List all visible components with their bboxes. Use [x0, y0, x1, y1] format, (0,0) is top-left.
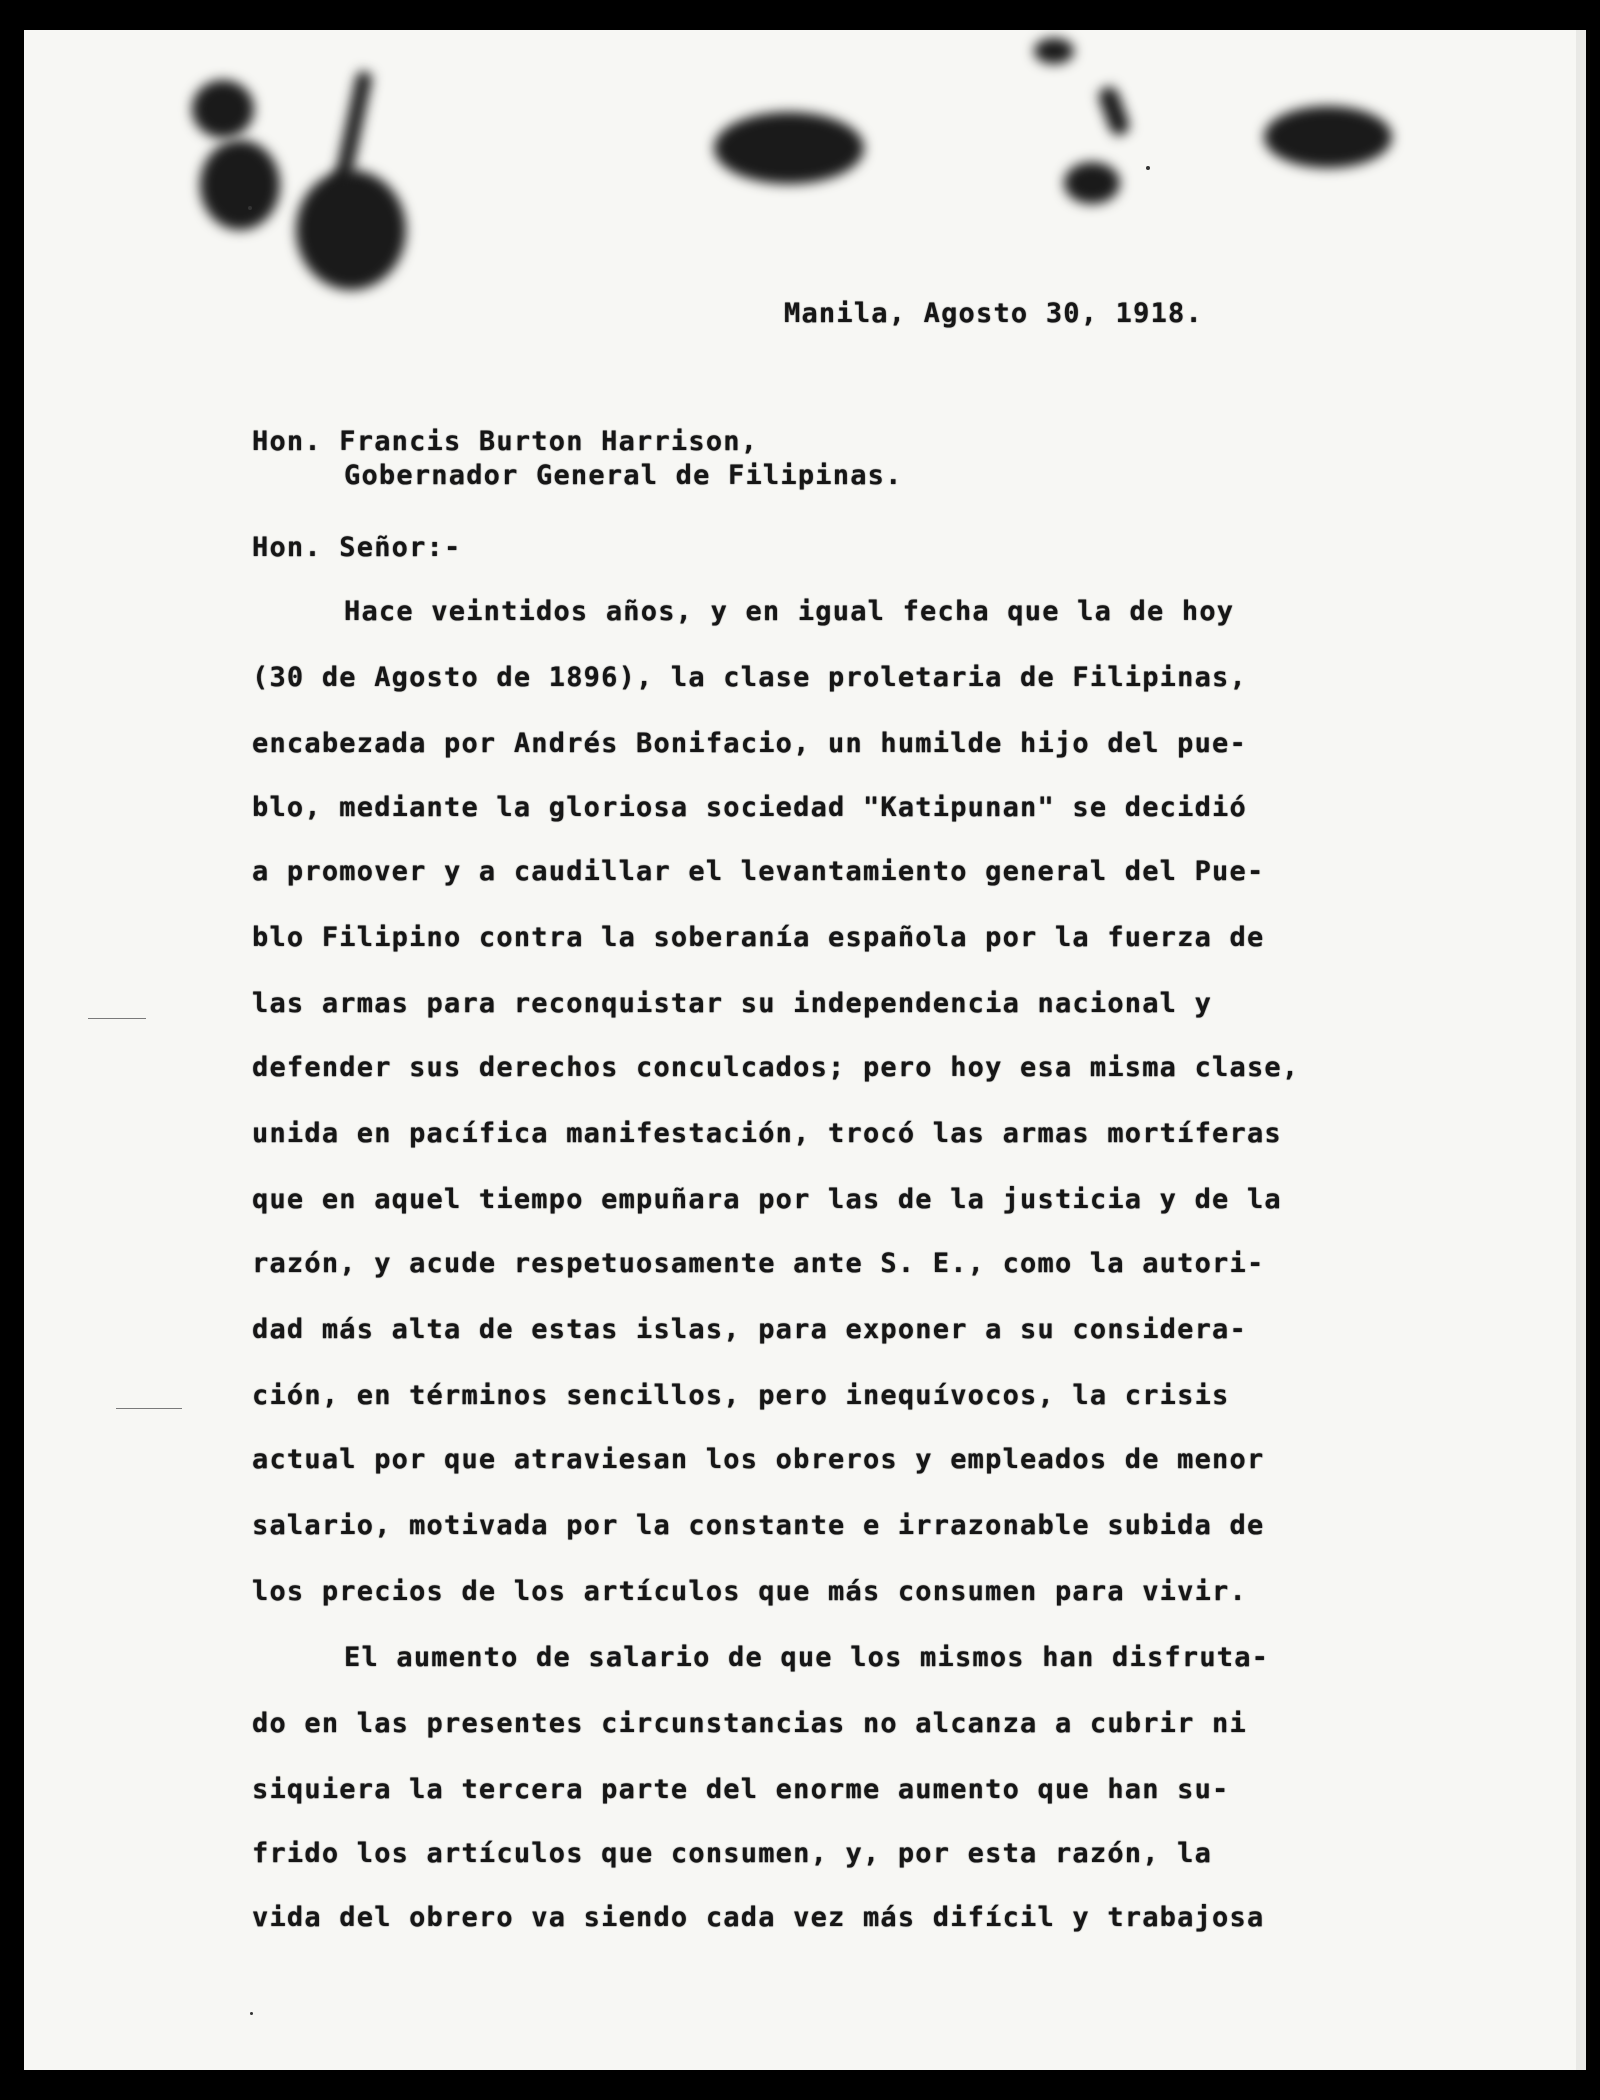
body-line: actual por que atraviesan los obreros y empleados de menor: [252, 1444, 1265, 1475]
page-edge: [1576, 30, 1586, 2070]
body-line: los precios de los artículos que más consumen para vivir.: [252, 1576, 1247, 1607]
body-line: frido los artículos que consumen, y, por esta razón, la: [252, 1838, 1213, 1869]
body-line: defender sus derechos conculcados; pero hoy esa misma clase,: [252, 1052, 1300, 1083]
letter-page: [24, 30, 1576, 2070]
addressee-name: Hon. Francis Burton Harrison,: [252, 426, 759, 457]
body-line: (30 de Agosto de 1896), la clase proletaria de Filipinas,: [252, 662, 1247, 693]
ink-blot: [200, 140, 280, 230]
ink-blot: [192, 80, 254, 138]
dateline: Manila, Agosto 30, 1918.: [784, 298, 1203, 329]
ink-speck: [250, 2012, 253, 2015]
addressee-title: Gobernador General de Filipinas.: [344, 460, 903, 491]
ink-blot: [1034, 38, 1074, 64]
body-line: do en las presentes circunstancias no alcanza a cubrir ni: [252, 1708, 1247, 1739]
ink-blot: [296, 170, 406, 290]
body-line: a promover y a caudillar el levantamiento general del Pue-: [252, 856, 1265, 887]
body-line: salario, motivada por la constante e irrazonable subida de: [252, 1510, 1265, 1541]
body-line: razón, y acude respetuosamente ante S. E., como la autori-: [252, 1248, 1265, 1279]
body-line: vida del obrero va siendo cada vez más difícil y trabajosa: [252, 1902, 1265, 1933]
body-line: las armas para reconquistar su independencia nacional y: [252, 988, 1213, 1019]
margin-mark: [116, 1408, 182, 1409]
body-line: encabezada por Andrés Bonifacio, un humilde hijo del pue-: [252, 728, 1247, 759]
margin-mark: [88, 1018, 146, 1019]
body-line: ción, en términos sencillos, pero inequívocos, la crisis: [252, 1380, 1230, 1411]
ink-speck: [1146, 166, 1150, 170]
body-line: siquiera la tercera parte del enorme aumento que han su-: [252, 1774, 1230, 1805]
body-line: blo, mediante la gloriosa sociedad "Katipunan" se decidió: [252, 792, 1247, 823]
body-line: El aumento de salario de que los mismos han disfruta-: [344, 1642, 1270, 1673]
salutation: Hon. Señor:-: [252, 532, 462, 563]
ink-blot: [1264, 106, 1392, 168]
ink-blot: [714, 112, 864, 184]
body-line: blo Filipino contra la soberanía española por la fuerza de: [252, 922, 1265, 953]
body-line: Hace veintidos años, y en igual fecha que la de hoy: [344, 596, 1235, 627]
ink-blot: [1096, 84, 1132, 138]
body-line: dad más alta de estas islas, para exponer a su considera-: [252, 1314, 1247, 1345]
ink-speck: [248, 206, 252, 210]
body-line: que en aquel tiempo empuñara por las de la justicia y de la: [252, 1184, 1282, 1215]
ink-blot: [1064, 162, 1120, 204]
body-line: unida en pacífica manifestación, trocó las armas mortíferas: [252, 1118, 1282, 1149]
